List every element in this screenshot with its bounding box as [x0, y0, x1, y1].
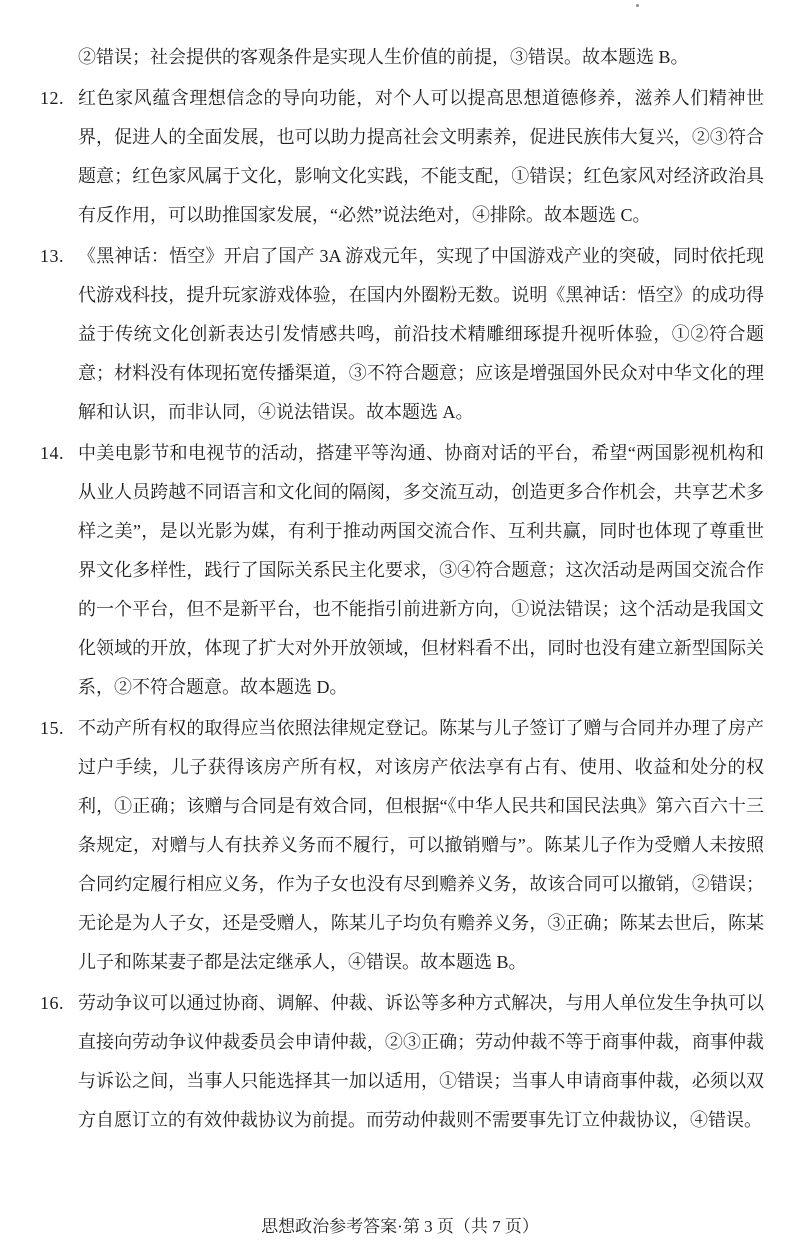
item-explanation-text: 劳动争议可以通过协商、调解、仲裁、诉讼等多种方式解决，与用人单位发生争执可以直接向劳动争议仲裁委员会申请仲裁，②③正确；劳动仲裁不等于商事仲裁，商事仲裁与诉讼之间，当事人只能选择其一加以适用，①错误；当事人申请商事仲裁，必须以双方自愿订立的有效仲裁协议为前提。而劳动仲裁则不需要事先订立仲裁协议，④错误。: [78, 993, 764, 1130]
answer-item-16: [40, 984, 764, 1140]
item-explanation-text: 红色家风蕴含理想信念的导向功能，对个人可以提高思想道德修养，滋养人们精神世界，促进人的全面发展，也可以助力提高社会文明素养，促进民族伟大复兴，②③符合题意；红色家风属于文化，影响文化实践，不能支配，①错误；红色家风对经济政治具有反作用，可以助推国家发展，“必然”说法绝对，④排除。故本题选 C。: [78, 88, 764, 225]
answers-content: [40, 38, 764, 1142]
answer-item-13: [40, 237, 764, 432]
footer-page-indicator: 思想政治参考答案·第 3 页（共 7 页）: [261, 1217, 539, 1236]
item-number: 12.: [40, 88, 64, 108]
item-number: 13.: [40, 246, 64, 266]
answer-item-12: [40, 79, 764, 235]
page-footer: [0, 1216, 800, 1238]
answer-item-15: [40, 709, 764, 982]
item-explanation-text: 不动产所有权的取得应当依照法律规定登记。陈某与儿子签订了赠与合同并办理了房产过户手续，儿子获得该房产所有权，对该房产依法享有占有、使用、收益和处分的权利，①正确；该赠与合同是有效合同，但根据“《中华人民共和国民法典》第六百六十三条规定，对赠与人有扶养义务而不履行，可以撤销赠与”。陈某儿子作为受赠人未按照合同约定履行相应义务，作为子女也没有尽到赡养义务，故该合同可以撤销，②错误；无论是为人子女，还是受赠人，陈某儿子均负有赡养义务，③正确；陈某去世后，陈某儿子和陈某妻子都是法定继承人，④错误。故本题选 B。: [78, 718, 764, 972]
scan-artifact-dot: [636, 4, 639, 7]
answer-item-14: [40, 434, 764, 707]
item-number: 14.: [40, 443, 64, 463]
item-number: 15.: [40, 718, 64, 738]
item-explanation-text: 《黑神话：悟空》开启了国产 3A 游戏元年，实现了中国游戏产业的突破，同时依托现代游戏科技，提升玩家游戏体验，在国内外圈粉无数。说明《黑神话：悟空》的成功得益于传统文化创新表达引发情感共鸣，前沿技术精雕细琢提升视听体验，①②符合题意；材料没有体现拓宽传播渠道，③不符合题意；应该是增强国外民众对中华文化的理解和认识，而非认同，④说法错误。故本题选 A。: [78, 246, 764, 422]
item-explanation-text: 中美电影节和电视节的活动，搭建平等沟通、协商对话的平台，希望“两国影视机构和从业人员跨越不同语言和文化间的隔阂，多交流互动，创造更多合作机会，共享艺术多样之美”，是以光影为媒，有利于推动两国交流合作、互利共赢，同时也体现了尊重世界文化多样性，践行了国际关系民主化要求，③④符合题意；这次活动是两国交流合作的一个平台，但不是新平台，也不能指引前进新方向，①说法错误；这个活动是我国文化领域的开放，体现了扩大对外开放领域，但材料看不出，同时也没有建立新型国际关系，②不符合题意。故本题选 D。: [78, 443, 764, 697]
item-number: 16.: [40, 993, 64, 1013]
answer-11-continuation-text: ②错误；社会提供的客观条件是实现人生价值的前提，③错误。故本题选 B。: [78, 47, 689, 67]
